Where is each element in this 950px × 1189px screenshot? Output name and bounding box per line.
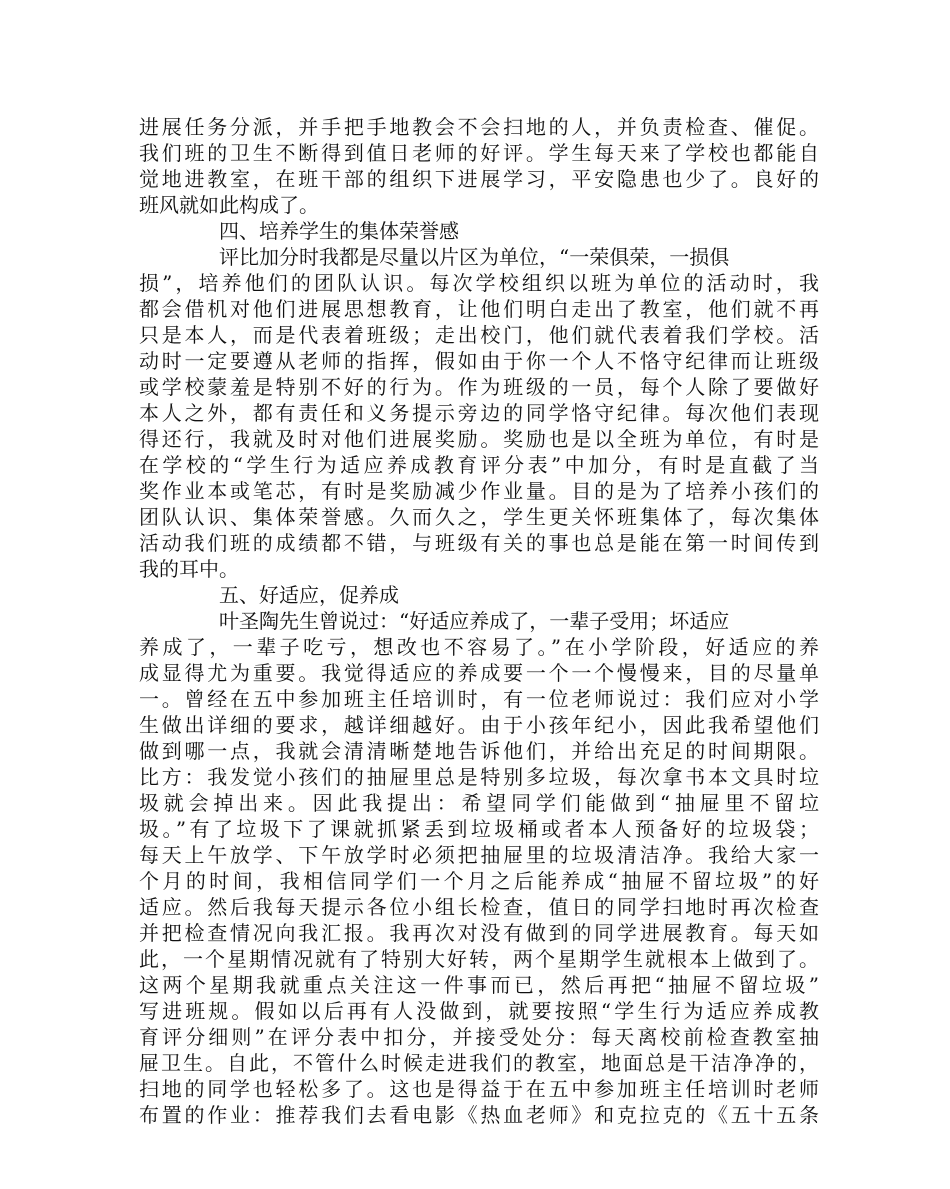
- text-line: 或学校蒙羞是特别不好的行为。作为班级的一员，每个人除了要做好: [139, 375, 819, 399]
- text-line: 生做出详细的要求，越详细越好。由于小孩年纪小，因此我希望他们: [139, 713, 819, 737]
- text-line: 都会借机对他们进展思想教育，让他们明白走出了教室，他们就不再: [139, 297, 819, 321]
- text-line: 在学校的“学生行为适应养成教育评分表”中加分，有时是直截了当: [139, 453, 819, 477]
- text-line: 个月的时间，我相信同学们一个月之后能养成“抽屉不留垃圾”的好: [139, 869, 819, 893]
- text-line: 比方：我发觉小孩们的抽屉里总是特别多垃圾，每次拿书本文具时垃: [139, 765, 819, 789]
- text-line: 只是本人，而是代表着班级；走出校门，他们就代表着我们学校。活: [139, 323, 819, 347]
- text-line: 班风就如此构成了。: [139, 193, 319, 217]
- section-heading: 四、培养学生的集体荣誉感: [219, 219, 459, 243]
- text-line: 本人之外，都有责任和义务提示旁边的同学恪守纪律。每次他们表现: [139, 401, 819, 425]
- text-line: 此，一个星期情况就有了特别大好转，两个星期学生就根本上做到了。: [139, 947, 819, 971]
- document-page: [139, 114, 819, 1128]
- text-line: 损”，培养他们的团队认识。每次学校组织以班为单位的活动时，我: [139, 271, 819, 295]
- text-line: 屉卫生。自此，不管什么时候走进我们的教室，地面总是干洁净净的，: [139, 1051, 819, 1075]
- text-line: 写进班规。假如以后再有人没做到，就要按照“学生行为适应养成教: [139, 999, 819, 1023]
- text-line: 进展任务分派，并手把手地教会不会扫地的人，并负责检查、催促。: [139, 115, 819, 139]
- text-line: 育评分细则”在评分表中扣分，并接受处分：每天离校前检查教室抽: [139, 1025, 819, 1049]
- text-line: 这两个星期我就重点关注这一件事而已，然后再把“抽屉不留垃圾”: [139, 973, 819, 997]
- text-line: 动时一定要遵从老师的指挥，假如由于你一个人不恪守纪律而让班级: [139, 349, 819, 373]
- text-line: 我的耳中。: [139, 557, 239, 581]
- text-line: 圾就会掉出来。因此我提出：希望同学们能做到“抽屉里不留垃: [139, 791, 819, 815]
- text-line: 圾。”有了垃圾下了课就抓紧丢到垃圾桶或者本人预备好的垃圾袋；: [139, 817, 819, 841]
- text-line: 适应。然后我每天提示各位小组长检查，值日的同学扫地时再次检查: [139, 895, 819, 919]
- text-line: 做到哪一点，我就会清清晰楚地告诉他们，并给出充足的时间期限。: [139, 739, 819, 763]
- text-line: 并把检查情况向我汇报。我再次对没有做到的同学进展教育。每天如: [139, 921, 819, 945]
- text-line: 成显得尤为重要。我觉得适应的养成要一个一个慢慢来，目的尽量单: [139, 661, 819, 685]
- text-line: 团队认识、集体荣誉感。久而久之，学生更关怀班集体了，每次集体: [139, 505, 819, 529]
- text-line: 养成了，一辈子吃亏，想改也不容易了。”在小学阶段，好适应的养: [139, 635, 819, 659]
- text-line: 奖作业本或笔芯，有时是奖励减少作业量。目的是为了培养小孩们的: [139, 479, 819, 503]
- text-line: 扫地的同学也轻松多了。这也是得益于在五中参加班主任培训时老师: [139, 1077, 819, 1101]
- text-line: 布置的作业：推荐我们去看电影《热血老师》和克拉克的《五十五条: [139, 1103, 819, 1127]
- text-line: 我们班的卫生不断得到值日老师的好评。学生每天来了学校也都能自: [139, 141, 819, 165]
- text-line: 叶圣陶先生曾说过：“好适应养成了，一辈子受用；坏适应: [219, 609, 730, 633]
- text-line: 觉地进教室，在班干部的组织下进展学习，平安隐患也少了。良好的: [139, 167, 819, 191]
- text-line: 一。曾经在五中参加班主任培训时，有一位老师说过：我们应对小学: [139, 687, 819, 711]
- text-line: 评比加分时我都是尽量以片区为单位，“一荣俱荣，一损俱: [219, 245, 730, 269]
- text-line: 每天上午放学、下午放学时必须把抽屉里的垃圾清洁净。我给大家一: [139, 843, 819, 867]
- text-line: 活动我们班的成绩都不错，与班级有关的事也总是能在第一时间传到: [139, 531, 819, 555]
- section-heading: 五、好适应，促养成: [219, 583, 399, 607]
- text-line: 得还行，我就及时对他们进展奖励。奖励也是以全班为单位，有时是: [139, 427, 819, 451]
